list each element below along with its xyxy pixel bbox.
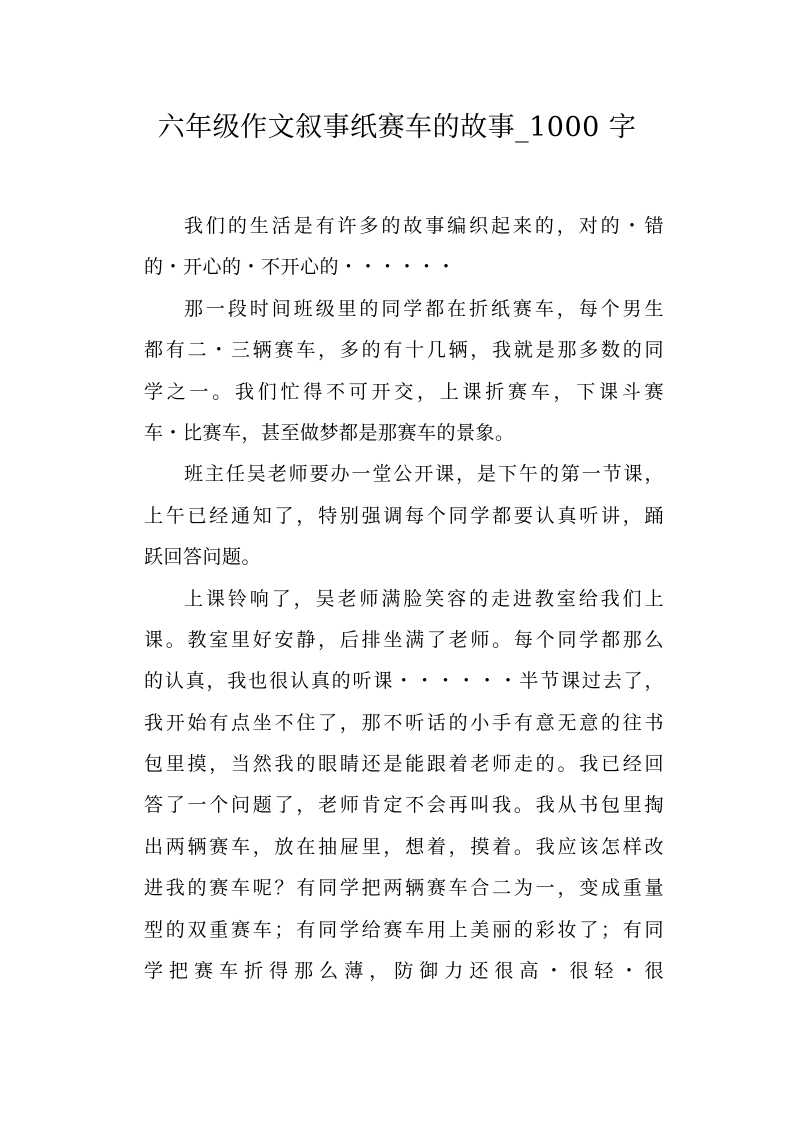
- body-line-5: 学之一。我们忙得不可开交，上课折赛车，下课斗赛: [144, 380, 664, 403]
- body-line-2: 的・开心的・不开心的・・・・・・: [144, 256, 457, 279]
- body-line-14: 包里摸，当然我的眼睛还是能跟着老师走的。我已经回: [144, 753, 664, 776]
- body-line-17: 进我的赛车呢？有同学把两辆赛车合二为一，变成重量: [144, 877, 664, 900]
- document-body: [144, 206, 664, 992]
- body-line-11: 课。教室里好安静，后排坐满了老师。每个同学都那么: [144, 628, 664, 651]
- body-line-1: 我们的生活是有许多的故事编织起来的，对的・错: [184, 215, 664, 237]
- body-line-3: 那一段时间班级里的同学都在折纸赛车，每个男生: [184, 297, 664, 320]
- body-line-4: 都有二・三辆赛车，多的有十几辆，我就是那多数的同: [144, 339, 664, 362]
- document-title: 六年级作文叙事纸赛车的故事_1000 字: [157, 112, 637, 143]
- body-line-10: 上课铃响了，吴老师满脸笑容的走进教室给我们上: [184, 587, 664, 610]
- body-line-16: 出两辆赛车，放在抽屉里，想着，摸着。我应该怎样改: [144, 835, 664, 858]
- body-line-13: 我开始有点坐不住了，那不听话的小手有意无意的往书: [144, 711, 664, 734]
- body-line-7: 班主任吴老师要办一堂公开课，是下午的第一节课，: [184, 463, 664, 486]
- body-line-18: 型的双重赛车；有同学给赛车用上美丽的彩妆了；有同: [144, 918, 664, 941]
- body-line-6: 车・比赛车，甚至做梦都是那赛车的景象。: [144, 421, 515, 444]
- body-line-15: 答了一个问题了，老师肯定不会再叫我。我从书包里掏: [144, 794, 664, 817]
- body-line-19: 学把赛车折得那么薄，防御力还很高・很轻・很: [144, 960, 664, 983]
- body-line-8: 上午已经通知了，特别强调每个同学都要认真听讲，踊: [144, 504, 664, 527]
- body-line-9: 跃回答问题。: [144, 546, 262, 569]
- body-line-12: 的认真，我也很认真的听课・・・・・・半节课过去了，: [144, 670, 664, 693]
